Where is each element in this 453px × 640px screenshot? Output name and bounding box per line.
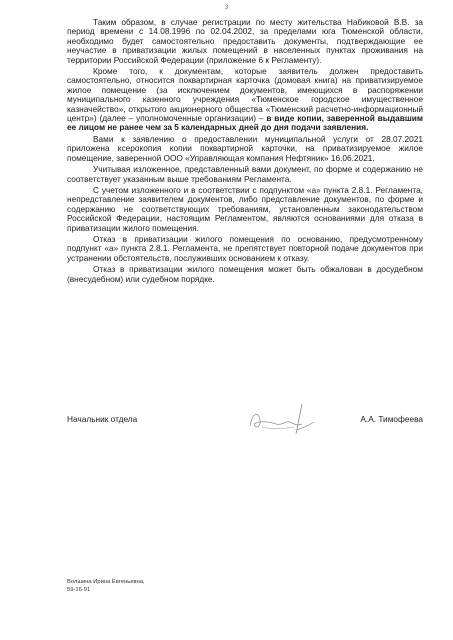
- signatory-title: Начальник отдела: [67, 414, 138, 424]
- handwritten-signature: [242, 400, 317, 438]
- signatory-name: А.А. Тимофеева: [360, 414, 423, 424]
- signature-block: [67, 412, 423, 436]
- paragraph-refusal-grounds: С учетом изложенного и в соответствии с подпунктом «а» пункта 2.8.1. Регламента, непредставление заявителем документов, либо представление документов, по форме и содержанию не соответствующих требованиям, установленным законодательством Российской Федерации, настоящим Регламентом, являются основаниями для отказа в приватизации жилого помещения.: [67, 184, 423, 233]
- paragraph-attached-copy: Вами к заявлению о предоставлении муниципальной услуги от 28.07.2021 приложена ксерокопия копии поквартирной карточки, на приватизируемое жилое помещение, заверенной ООО «Управляющая компания Нефтяник» 16.06.2021.: [67, 133, 423, 163]
- executor-footer: [67, 578, 145, 594]
- paragraph-required-documents: [67, 67, 423, 133]
- executor-phone: 59-16-91: [67, 587, 91, 593]
- paragraph-required-documents-text: Кроме того, к документам, которые заявитель должен предоставить самостоятельно, относится поквартирная карточка (домовая книга) на приватизируемое жилое помещение (за исключением документов, имеющихся в распоряжении муниципального казенного учреждения «Тюменское городское имущественное казначейство», открытого акционерного общества «Тюменский расчетно-информационный центр») (далее – уполномоченные организации) –: [67, 66, 423, 124]
- page-number: 3: [224, 5, 229, 11]
- letter-body: [67, 18, 423, 286]
- paragraph-required-documents-emphasis: в виде копии, заверенной выдавшим ее лицом не ранее чем за 5 календарных дней до дня подачи заявления.: [67, 113, 423, 133]
- executor-name: Волшина Ирина Евгеньевна,: [67, 579, 145, 585]
- paragraph-resubmission: Отказ в приватизации жилого помещения по основанию, предусмотренному подпункт «а» пункта 2.8.1. Регламента, не препятствует повторной подаче документов при устранении обстоятельств, послуживших основанием к отказу.: [67, 233, 423, 263]
- paragraph-registration: Таким образом, в случае регистрации по месту жительства Набиковой В.В. за период времени с 14.08.1996 по 02.04.2002, за пределами юга Тюменской области, необходимо будет самостоятельно предоставить документы, подтверждающие ее неучастие в приватизации жилых помещений в населенных пунктах проживания на территории Российской Федерации (приложение 6 к Регламенту).: [67, 17, 423, 65]
- paragraph-appeal: Отказ в приватизации жилого помещения может быть обжалован в досудебном (внесудебном) или судебном порядке.: [67, 264, 423, 284]
- paragraph-nonconformity: Учитывая изложенное, представленный вами документ, по форме и содержанию не соответствует указанным выше требованиям Регламента.: [67, 164, 423, 184]
